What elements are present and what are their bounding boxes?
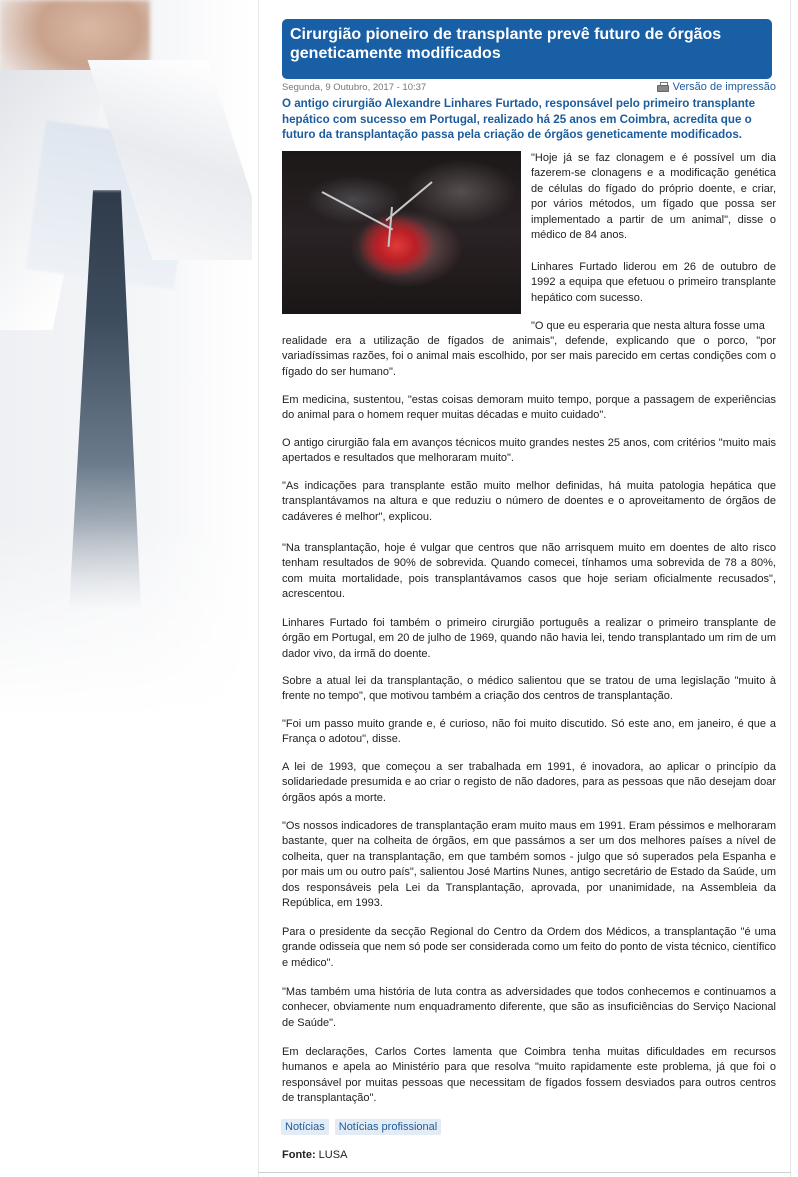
column-divider-left: [258, 0, 259, 1177]
article-title: Cirurgião pioneiro de transplante prevê futuro de órgãos geneticamente modificados: [282, 19, 772, 79]
article-lead: O antigo cirurgião Alexandre Linhares Furtado, responsável pelo primeiro transplante hepático com sucesso em Portugal, realizado há 25 anos em Coimbra, acredita que o futuro da transplantação passa pela criação de órgãos geneticamente modificados.: [282, 97, 756, 141]
article-meta: [282, 82, 776, 96]
surgery-photo: [282, 151, 521, 314]
paragraph-9: Sobre a atual lei da transplantação, o médico salientou que se tratou de uma legislação "muito à frente no tempo", que motivou também a criação dos centros de transplantação.: [282, 675, 776, 703]
tag-noticias[interactable]: Notícias: [281, 1119, 329, 1135]
tag-noticias-profissional[interactable]: Notícias profissional: [335, 1119, 441, 1135]
paragraph-3-cont: realidade era a utilização de fígados de animais", defende, explicando que o porco, "por variadíssimas razões, foi o animal mais escolhido, por ser mais parecido em certas condições com o fígado do ser humano".: [282, 335, 776, 378]
print-version-link[interactable]: [657, 81, 776, 93]
source-label: Fonte:: [282, 1149, 316, 1161]
paragraph-4: Em medicina, sustentou, "estas coisas demoram muito tempo, porque a passagem de experiências do animal para o homem requer muitas décadas e muito cuidado".: [282, 394, 776, 422]
paragraph-5: O antigo cirurgião fala em avanços técnicos muito grandes nestes 25 anos, com critérios "muito mais apertados e resultados que melhoraram muito".: [282, 437, 776, 465]
paragraph-13: Para o presidente da secção Regional do Centro da Ordem dos Médicos, a transplantação "é uma grande odisseia que nem só pode ser considerada como um feito do ponto de vista técnico, científico e médico".: [282, 926, 776, 969]
paragraph-8: Linhares Furtado foi também o primeiro cirurgião português a realizar o primeiro transplante de órgão em Portugal, em 20 de julho de 1969, quando não havia lei, tendo transplantado um rim de um dador vivo, da irmã do doente.: [282, 617, 776, 660]
paragraph-15: Em declarações, Carlos Cortes lamenta que Coimbra tenha muitas dificuldades em recursos humanos e apela ao Ministério para que resolva "muito rapidamente este problema, já que foi o responsável por muitas pessoas que necessitam de fígados fossem desviados para outros centros de transplantação".: [282, 1046, 776, 1105]
paragraph-1: "Hoje já se faz clonagem e é possível um dia fazerem-se clonagens e a modificação genética de células do fígado do próprio doente, e criar, por vários métodos, um fígado que possa ser implementado a partir de um animal", disse o médico de 84 anos.: [531, 152, 776, 242]
paragraph-11: A lei de 1993, que começou a ser trabalhada em 1991, é inovadora, ao aplicar o princípio da solidariedade presumida e ao criar o registo de não dadores, para as pessoas que não desejam doar órgãos após a morte.: [282, 761, 776, 804]
paragraph-7: "Na transplantação, hoje é vulgar que centros que não arrisquem muito em doentes de alto risco tenham resultados de 90% de sobrevida. Quando comecei, tínhamos uma sobrevida de 78 a 80%, com muita mortalidade, pois transplantávamos casos que hoje seriam oficialmente recusados", acrescentou.: [282, 542, 776, 601]
doctor-photo-background: [0, 0, 252, 1177]
paragraph-12: "Os nossos indicadores de transplantação eram muito maus em 1991. Eram péssimos e melhoraram bastante, quer na colheita de órgãos, em que passámos a ser um dos melhores países a nível de colheita, quer na transplantação, em que também somos - julgo que só superados pela Espanha e por mais um ou outro país", salientou José Martins Nunes, antigo secretário de Estado da Saúde, um dos responsáveis pela Lei da Transplantação, aprovada, por unanimidade, na Assembleia da República, em 1993.: [282, 820, 776, 910]
source-value: LUSA: [318, 1149, 348, 1161]
paragraph-14: "Mas também uma história de luta contra as adversidades que todos conhecemos e continuamos a conhecer, obviamente num enquadramento diferente, que são as insuficiências do Serviço Nacional de Saúde".: [282, 986, 776, 1029]
column-divider-right: [790, 0, 791, 1177]
tag-list: [281, 1119, 441, 1135]
bottom-divider: [258, 1172, 791, 1173]
article-source: [282, 1149, 347, 1161]
paragraph-2: Linhares Furtado liderou em 26 de outubro de 1992 a equipa que efetuou o primeiro transplante hepático com sucesso.: [531, 261, 776, 304]
paragraph-10: "Foi um passo muito grande e, é curioso, não foi muito discutido. Só este ano, em janeiro, é que a França o adotou", disse.: [282, 718, 776, 746]
paragraph-3-start: "O que eu esperaria que nesta altura fosse uma: [531, 320, 765, 332]
article-date: Segunda, 9 Outubro, 2017 - 10:37: [282, 82, 427, 93]
print-version-label: Versão de impressão: [672, 81, 776, 93]
paragraph-6: "As indicações para transplante estão muito melhor definidas, há muita patologia hepática que transplantávamos na altura e que reduziu o número de doentes e o aproveitamento de órgãos de cadáveres é melhor", explicou.: [282, 480, 776, 523]
printer-icon: [657, 82, 669, 92]
